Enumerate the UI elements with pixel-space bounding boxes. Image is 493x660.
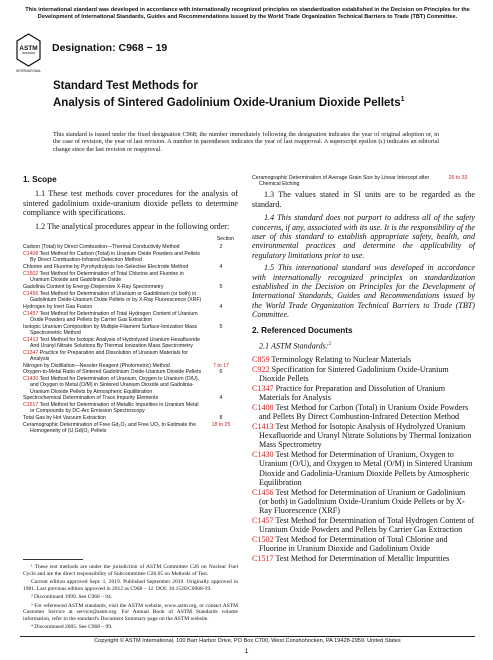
procedure-table-cont xyxy=(252,175,475,187)
referenced-documents-heading: 2. Referenced Documents xyxy=(252,325,353,335)
procedure-code-link[interactable]: C1456 xyxy=(23,290,39,297)
procedure-table xyxy=(23,244,238,434)
procedure-section: 4 xyxy=(219,303,223,310)
procedure-title: Ceramographic Determination of Free Gd₂O₃ and Free UO₂ to Estimate the Homogeneity of (U,Gd)O₂ Pellets xyxy=(23,422,197,435)
standard-reference xyxy=(252,488,475,516)
procedure-row xyxy=(23,244,238,250)
procedure-title: Test Method for Determination of Uranium, Oxygen to Uranium (O/U), and Oxygen to Metal (O/M) in Sintered Uranium Dioxide and Gadolinia-Uranium Dioxide Pellets by Atmospheric Equilibration xyxy=(30,376,200,395)
standard-title: Test Method for Determination of Total Hydrogen Content of Uranium Oxide Powders and Pellets by Carrier Gas Extraction xyxy=(259,515,475,534)
astm-logo xyxy=(15,33,42,73)
procedure-text xyxy=(23,311,204,323)
standard-reference xyxy=(252,365,475,383)
astm-standards-label: 2.1 ASTM Standards: xyxy=(259,341,329,351)
procedure-title: Spectrochemical Determination of Trace Impurity Elements xyxy=(23,395,159,402)
footnote: Current edition approved Sept. 1, 2019. Published September 2019. Originally approved in 1981. Last previous edition approved in 2012 as C968 – 12. DOI: 10.1520/C0968-19. xyxy=(23,579,238,592)
title-line1: Standard Test Methods for xyxy=(53,80,198,92)
procedure-text xyxy=(23,422,204,434)
procedure-row xyxy=(23,402,238,414)
procedure-title: Gadolinia Content by Energy-Dispersive X-Ray Spectrometry xyxy=(23,284,164,291)
standard-reference xyxy=(252,535,475,553)
standard-reference xyxy=(252,403,475,421)
procedure-text xyxy=(23,395,204,401)
procedure-code-link[interactable]: C1430 xyxy=(23,376,39,383)
procedure-row xyxy=(23,291,238,303)
procedure-section[interactable]: 18 to 25 xyxy=(211,422,231,429)
footnotes xyxy=(23,559,238,633)
procedure-text xyxy=(23,363,204,369)
procedure-row xyxy=(23,271,238,283)
section-column-label: Section xyxy=(216,236,234,243)
title-main: Analysis of Sintered Gadolinium Oxide-Uranium Dioxide Pellets xyxy=(53,96,401,109)
procedure-title: Oxygen-to-Metal Ratio of Sintered Gadolinium Oxide-Uranium Dioxide Pellets xyxy=(23,369,202,376)
procedure-section: 5 xyxy=(219,284,223,291)
standard-title: Test Method for Determination of Uranium or Gadolinium (or both) in Gadolinium Oxide-Uranium Oxide Pellets or by X-Ray Fluorescence (XRF) xyxy=(259,487,466,515)
procedure-section xyxy=(204,376,238,395)
procedure-section[interactable]: 26 to 33 xyxy=(448,175,468,181)
standard-title: Test Method for Carbon (Total) in Uranium Oxide Powders and Pellets By Direct Combustion-Infrared Detection Method xyxy=(259,402,469,422)
procedure-row xyxy=(23,311,238,323)
standard-code-link[interactable]: C1430 xyxy=(252,450,274,460)
standard-code-link[interactable]: C922 xyxy=(252,364,270,374)
designation: Designation: C968 − 19 xyxy=(52,42,168,54)
procedure-text xyxy=(23,350,204,362)
standard-reference xyxy=(252,422,475,450)
title-footnote-mark: 1 xyxy=(400,96,405,103)
procedure-title: Test Method for Determination of Total Hydrogen Content of Uranium Oxide Powders and Pellets by Carrier Gas Extraction xyxy=(30,310,198,323)
procedure-row xyxy=(23,304,238,310)
procedure-text xyxy=(23,376,204,395)
procedure-text xyxy=(23,369,204,375)
procedure-text xyxy=(23,271,204,283)
procedure-section xyxy=(204,291,238,303)
standards-list xyxy=(252,355,475,563)
procedure-text xyxy=(23,291,204,303)
procedure-code-link[interactable]: C1502 xyxy=(23,271,39,278)
footnote: ² Discontinued 1999. See C968 – 94. xyxy=(31,594,113,600)
standard-code-link[interactable]: C1408 xyxy=(252,402,274,412)
procedure-section: 4 xyxy=(219,395,223,402)
standard-code-link[interactable]: C1457 xyxy=(252,515,274,525)
standard-title: Test Method for Determination of Total Chlorine and Fluorine in Uranium Dioxide and Gadolinium Oxide xyxy=(259,534,448,553)
bottom-rule xyxy=(20,636,475,637)
procedure-section: 4 xyxy=(219,264,223,271)
astm-standards-subheading xyxy=(252,340,475,351)
standard-reference xyxy=(252,450,475,487)
procedure-text xyxy=(23,324,204,336)
procedure-section: 5 xyxy=(219,323,223,330)
procedure-section xyxy=(204,402,238,414)
procedure-row xyxy=(23,264,238,270)
procedure-row xyxy=(23,422,238,434)
standard-code-link[interactable]: C1347 xyxy=(252,383,274,393)
procedure-section: 2 xyxy=(219,244,223,251)
issued-note: This standard is issued under the fixed designation C968; the number immediately following the designation indicates the year of original adoption or, in the case of revision, the year of last revision. A number in parentheses indicates the year of last reapproval. A superscript epsilon (ε) indicates an editorial change since the last revision or reapproval. xyxy=(53,131,439,153)
procedure-section: 6 xyxy=(219,369,223,376)
logo-text: INTERNATIONAL xyxy=(15,69,42,73)
para-1-5: 1.5 This international standard was developed in accordance with internationally recognized principles on standardization established in the Decision on Principles for the Development of International Standards, Guides and Recommendations issued by the World Trade Organization Technical Barriers to Trade (TBT) Committee. xyxy=(252,263,475,320)
procedure-text xyxy=(23,264,204,270)
standard-reference xyxy=(252,554,475,563)
standard-title: Test Method for Determination of Uranium, Oxygen to Uranium (O/U), and Oxygen to Metal (O/M) in Sintered Uranium Dioxide and Gadolinia-Uranium Dioxide Pellets by Atmospheric Equilibration xyxy=(259,450,473,487)
procedure-section xyxy=(204,311,238,323)
standard-code-link[interactable]: C1456 xyxy=(252,487,274,497)
para-1-1: 1.1 These test methods cover procedures for the analysis of sintered gadolinium oxide-uranium dioxide pellets to determine compliance with specifications. xyxy=(23,189,238,218)
procedure-section xyxy=(204,337,238,349)
procedure-row xyxy=(23,376,238,395)
procedure-title: Chlorine and Fluorine by Pyrohydrolysis Ion-Selective Electrode Method xyxy=(23,264,189,271)
procedure-code-link[interactable]: C1517 xyxy=(23,402,39,409)
standard-title: Test Method for Determination of Metallic Impurities xyxy=(273,553,450,563)
procedure-section xyxy=(204,251,238,263)
standard-code-link[interactable]: C859 xyxy=(252,355,270,365)
standard-title: Test Method for Isotopic Analysis of Hydrolyzed Uranium Hexafluoride and Uranyl Nitrate Solutions by Thermal Ionization Mass Spectrometry xyxy=(259,421,472,450)
procedure-row xyxy=(23,395,238,401)
procedure-title: Hydrogen by Inert Gas Fusion xyxy=(23,303,93,310)
footnote-rule xyxy=(23,559,83,560)
procedure-row xyxy=(23,337,238,349)
procedure-row xyxy=(252,175,475,187)
procedure-title: Test Method for Carbon (Total) in Uranium Oxide Powders and Pellets By Direct Combustion-Infrared Detection Method xyxy=(30,251,200,264)
procedure-row xyxy=(23,324,238,336)
procedure-title: Total Gas by Hot Vacuum Extraction xyxy=(23,415,106,422)
standard-code-link[interactable]: C1502 xyxy=(252,534,274,544)
standard-code-link[interactable]: C1413 xyxy=(252,421,274,431)
left-column xyxy=(23,175,238,435)
procedure-text xyxy=(23,402,204,414)
astm-standards-mark: 2 xyxy=(328,342,331,348)
para-1-4: 1.4 This standard does not purport to address all of the safety concerns, if any, associated with its use. It is the responsibility of the user of this standard to establish appropriate safety, health, and environmental practices and determine the applicability of regulatory limitations prior to use. xyxy=(252,213,475,260)
procedure-title: Nitrogen by Distillation—Nessler Reagent (Photometric) Method xyxy=(23,362,170,369)
procedure-title: Isotopic Uranium Composition by Multiple-Filament Surface-Ionization Mass Spectrometric Method xyxy=(23,323,198,336)
right-column xyxy=(252,175,475,564)
procedure-text xyxy=(23,244,204,250)
procedure-row xyxy=(23,415,238,421)
procedure-code-link[interactable]: C1347 xyxy=(23,349,39,356)
standard-title: Specification for Sintered Gadolinium Oxide-Uranium Dioxide Pellets xyxy=(259,364,449,384)
procedure-row xyxy=(23,363,238,369)
procedure-row xyxy=(23,251,238,263)
footnote: ⁴ Discontinued 2005. See C968 – 99. xyxy=(31,624,113,630)
procedure-title: Test Method for Determination of Total Chlorine and Fluorine in Uranium Dioxide and Gadolinium Oxide xyxy=(30,271,184,284)
standard-reference xyxy=(252,384,475,402)
procedure-row xyxy=(23,369,238,375)
procedure-title: Practice for Preparation and Dissolution of Uranium Materials for Analysis xyxy=(30,349,188,362)
procedure-code-link[interactable]: C1457 xyxy=(23,310,39,317)
procedure-row xyxy=(23,284,238,290)
standard-reference xyxy=(252,355,475,364)
procedure-text xyxy=(23,337,204,349)
svg-text:ASTM: ASTM xyxy=(19,45,38,52)
procedure-code-link[interactable]: C1408 xyxy=(23,251,39,258)
procedure-text xyxy=(23,251,204,263)
standard-title: Terminology Relating to Nuclear Materials xyxy=(269,355,412,365)
footnote: ¹ These test methods are under the jurisdiction of ASTM Committee C26 on Nuclear Fuel Cycle and are the direct responsibility of Subcommittee C26.05 on Methods of Test. xyxy=(23,564,238,577)
procedure-text xyxy=(23,304,204,310)
top-notice: This international standard was developed in accordance with internationally recognized principles on standardization established in the Decision on Principles for the Development of International Standards, Guides and Recommendations issued by the World Trade Organization Technical Barriers to Trade (TBT) Committee. xyxy=(25,7,470,20)
para-1-2: 1.2 The analytical procedures appear in the following order: xyxy=(35,221,230,231)
procedure-title: Test Method for Determination of Metallic Impurities in Uranium Metal or Compounds by DC-Arc Emission Spectroscopy xyxy=(30,402,199,415)
procedure-section: 8 xyxy=(219,415,223,422)
title-block xyxy=(53,80,413,110)
procedure-title: Test Method for Isotopic Analysis of Hydrolyzed Uranium Hexafluoride And Uranyl Nitrate Solutions By Thermal Ionization Mass Spectrometry xyxy=(30,336,200,349)
page-number: 1 xyxy=(244,648,249,655)
procedure-row xyxy=(23,350,238,362)
title-line2 xyxy=(53,93,413,110)
footnote: ³ For referenced ASTM standards, visit the ASTM website, www.astm.org, or contact ASTM Customer Service at service@astm.org. For Annual Book of ASTM Standards volume information, refer to the standard's Document Summary page on the ASTM website. xyxy=(23,602,238,622)
standard-reference xyxy=(252,516,475,534)
procedure-section xyxy=(204,350,238,362)
procedure-text xyxy=(23,415,204,421)
standard-title: Practice for Preparation and Dissolution of Uranium Materials for Analysis xyxy=(259,383,446,403)
scope-heading: 1. Scope xyxy=(23,175,57,184)
standard-code-link[interactable]: C1517 xyxy=(252,553,274,563)
copyright: Copyright © ASTM International, 100 Barr Harbor Drive, PO Box C700, West Conshohocken, PA 19428-2959. United States xyxy=(94,638,401,644)
para-1-3: 1.3 The values stated in SI units are to be regarded as the standard. xyxy=(252,190,475,209)
procedure-title: Test Method for Determination of Uranium or Gadolinium (or both) in Gadolinium Oxide-Uranium Oxide Pellets or by X-Ray Fluorescence (XRF) xyxy=(30,290,202,304)
procedure-section[interactable]: 7 to 17 xyxy=(213,362,229,369)
procedure-section xyxy=(204,271,238,283)
procedure-text: Ceramographic Determination of Average Grain Size by Linear Intercept after Chemical Etching xyxy=(252,175,430,188)
procedure-text xyxy=(23,284,204,290)
procedure-code-link[interactable]: C1413 xyxy=(23,336,39,343)
procedure-title: Carbon (Total) by Direct Combustion—Thermal Conductivity Method xyxy=(23,244,180,251)
